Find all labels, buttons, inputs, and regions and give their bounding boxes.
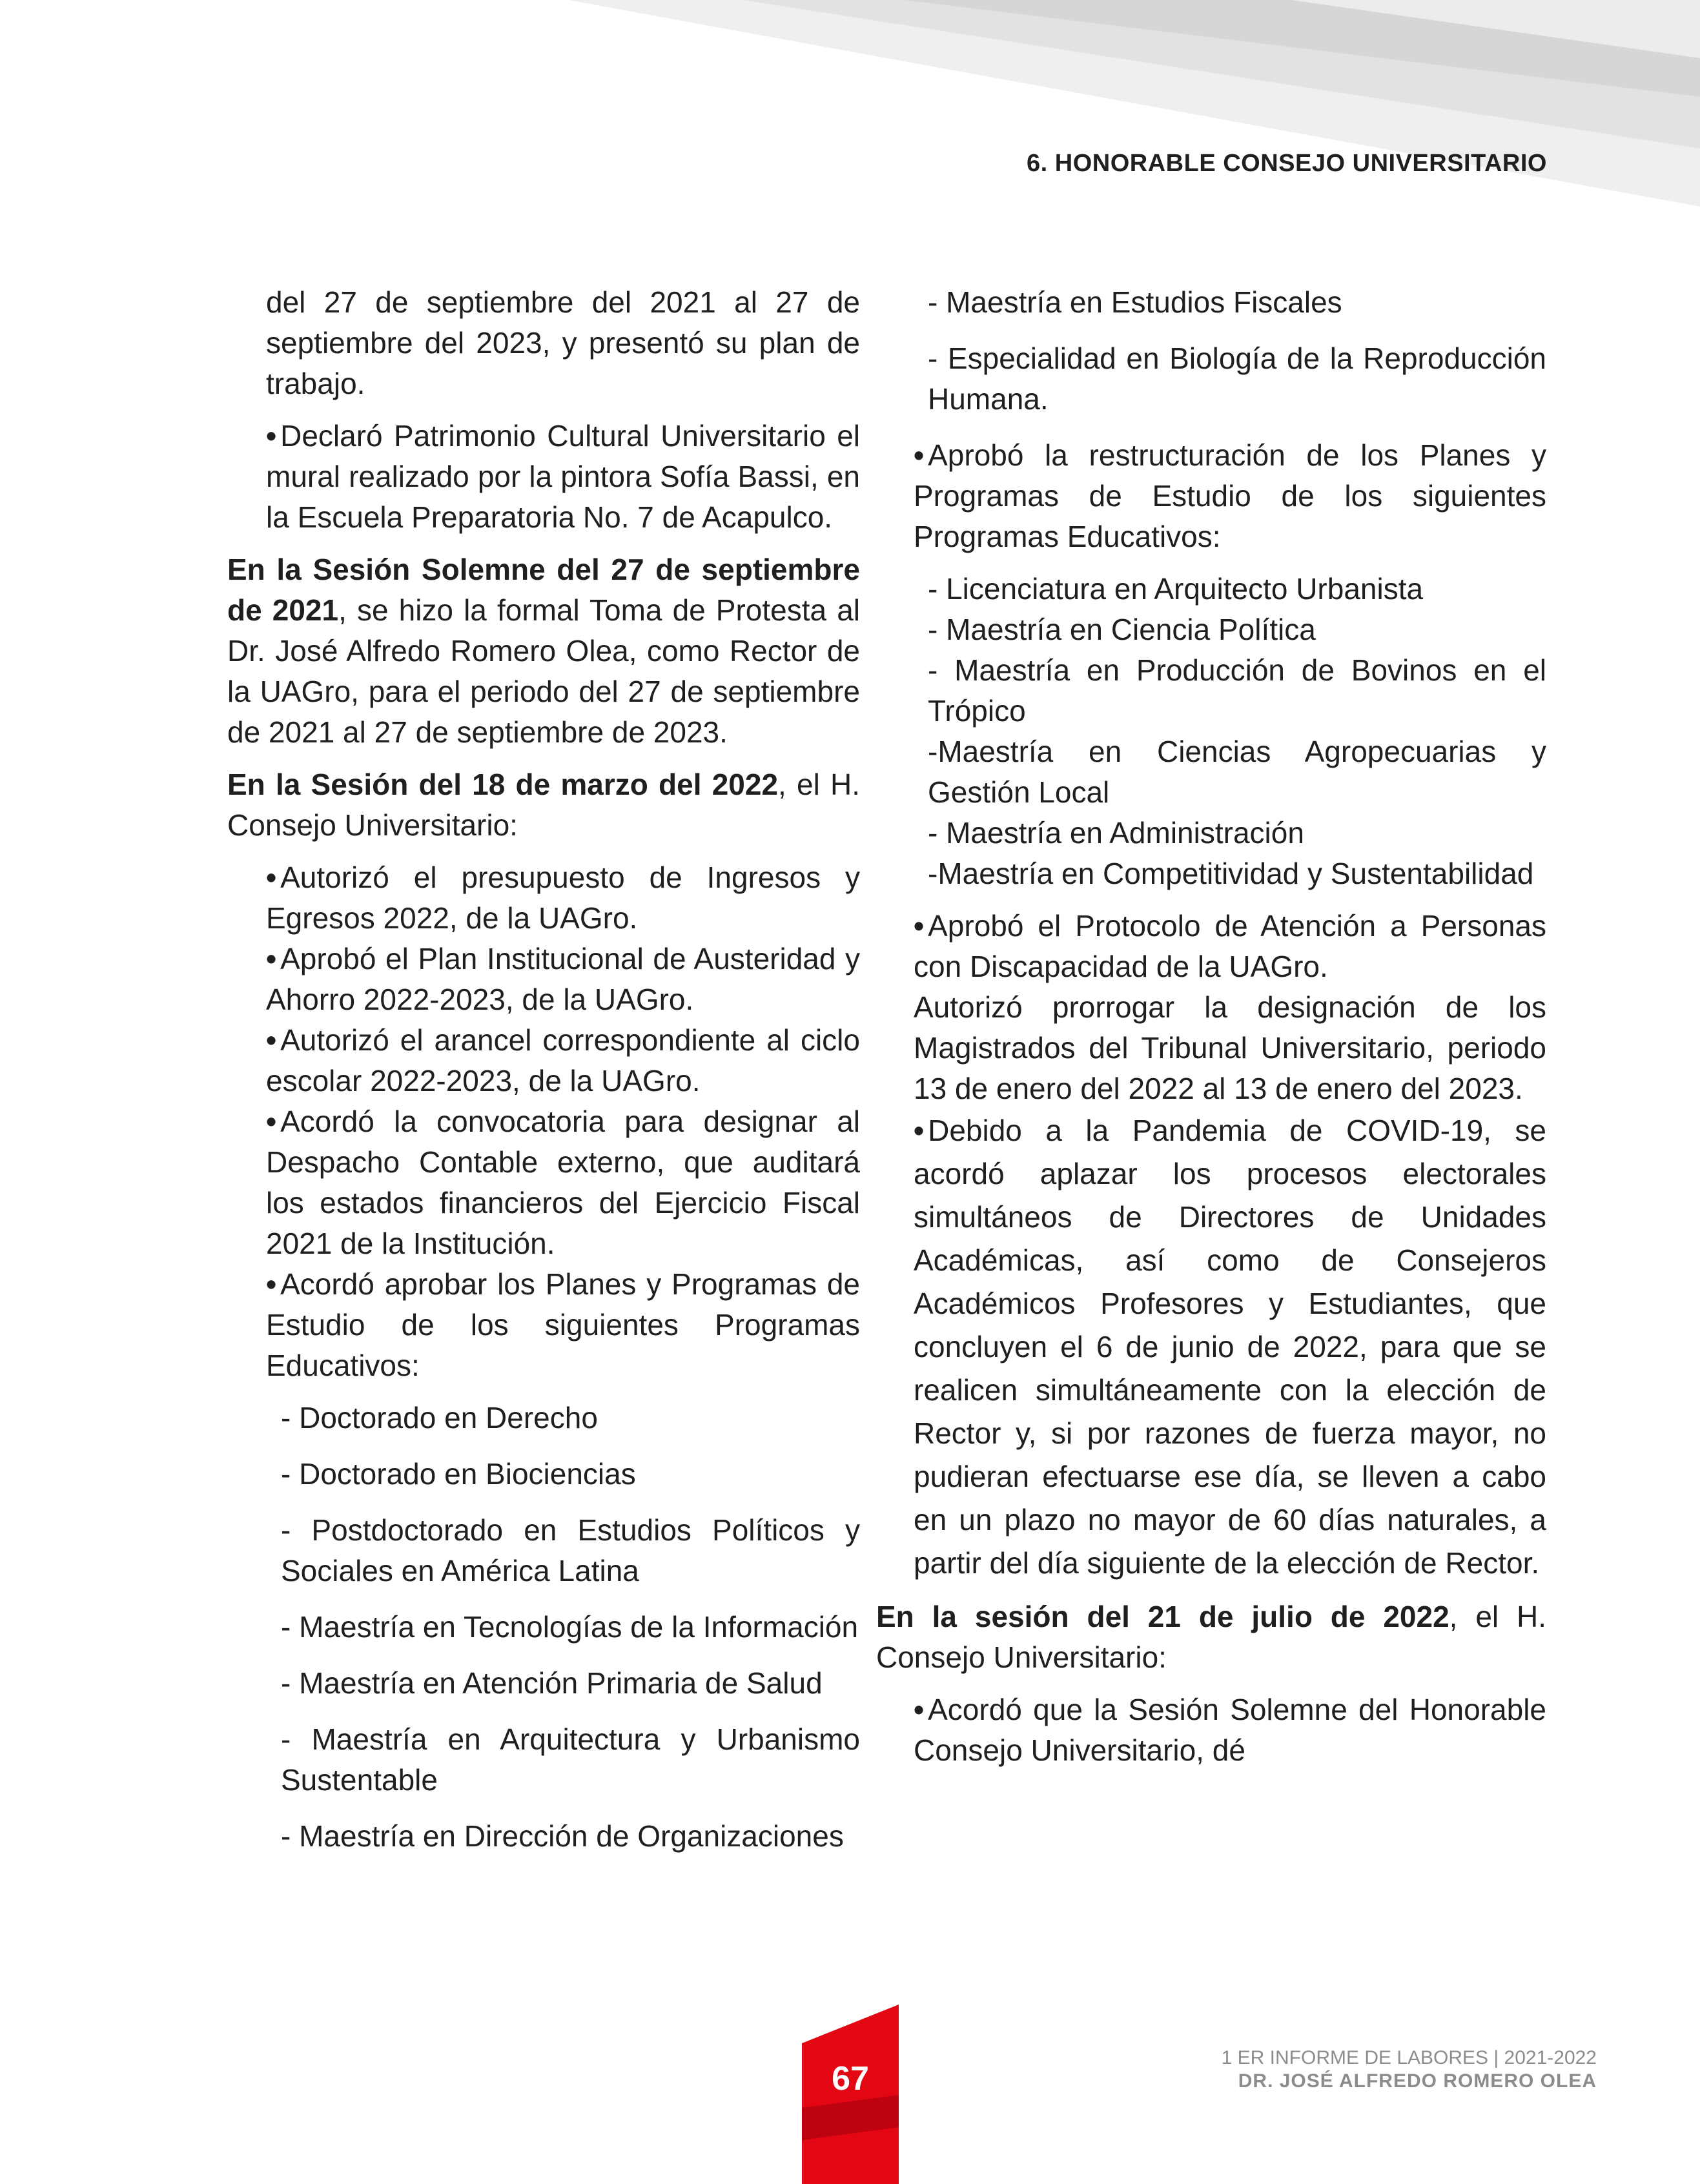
bullet-icon: • bbox=[914, 1693, 925, 1726]
list-item: - Especialidad en Biología de la Reproducción Humana. bbox=[928, 342, 1546, 416]
bullet-item: • Acordó que la Sesión Solemne del Honorable Consejo Universitario, dé bbox=[914, 1693, 1546, 1767]
list-item: -Maestría en Competitividad y Sustentabilidad bbox=[928, 857, 1534, 890]
restructured-list bbox=[914, 569, 1546, 894]
bullet-icon: • bbox=[266, 1105, 277, 1138]
list-item: - Maestría en Administración bbox=[928, 816, 1304, 850]
list-item: - Doctorado en Derecho bbox=[281, 1401, 598, 1434]
extension-paragraph: Autorizó prorrogar la designación de los Magistrados del Tribunal Universitario, periodo 13 de enero del 2022 al 13 de enero del 2023. bbox=[914, 990, 1546, 1105]
left-column bbox=[227, 282, 860, 1872]
report-line: 1 ER INFORME DE LABORES | 2021-2022 bbox=[1221, 2047, 1597, 2068]
list-item: - Maestría en Arquitectura y Urbanismo Sustentable bbox=[281, 1722, 860, 1797]
list-item: - Maestría en Dirección de Organizaciones bbox=[281, 1819, 844, 1853]
session-paragraph: En la sesión del 21 de julio de 2022, el H. Consejo Universitario: bbox=[876, 1600, 1546, 1674]
bullet-item: • Autorizó el arancel correspondiente al ciclo escolar 2022-2023, de la UAGro. bbox=[266, 1023, 860, 1097]
bullet-icon: • bbox=[914, 909, 925, 943]
list-item: - Maestría en Atención Primaria de Salud bbox=[281, 1666, 823, 1700]
author-line: DR. JOSÉ ALFREDO ROMERO OLEA bbox=[1238, 2070, 1597, 2092]
session-paragraph: En la Sesión Solemne del 27 de septiembre de 2021, se hizo la formal Toma de Protesta al Dr. José Alfredo Romero Olea, como Rector de la UAGro, para el periodo del 27 de septiembre de 2021 al 27 de septiembre de 2023. bbox=[227, 553, 860, 749]
list-item: - Licenciatura en Arquitecto Urbanista bbox=[928, 572, 1424, 606]
page-number: 67 bbox=[832, 2060, 869, 2097]
program-list bbox=[227, 1398, 860, 1857]
bullet-item: • Aprobó el Plan Institucional de Austeridad y Ahorro 2022-2023, de la UAGro. bbox=[266, 942, 860, 1016]
bullet-icon: • bbox=[266, 1023, 277, 1057]
bullet-icon: • bbox=[914, 438, 925, 472]
footer-credits bbox=[1222, 2046, 1597, 2093]
bullet-icon: • bbox=[266, 861, 277, 894]
program-list bbox=[914, 282, 1546, 420]
list-item: - Maestría en Tecnologías de la Información bbox=[281, 1610, 859, 1644]
header-decoration bbox=[0, 0, 1700, 232]
bullet-icon: • bbox=[914, 1114, 925, 1147]
bullet-item: • Acordó la convocatoria para designar al Despacho Contable externo, que auditará los estados financieros del Ejercicio Fiscal 2021 de la Institución. bbox=[266, 1105, 860, 1260]
list-item: - Maestría en Ciencia Política bbox=[928, 613, 1316, 646]
bullet-icon: • bbox=[266, 942, 277, 975]
session-paragraph: En la Sesión del 18 de marzo del 2022, el H. Consejo Universitario: bbox=[227, 768, 860, 842]
bullet-item: • Debido a la Pandemia de COVID-19, se acordó aplazar los procesos electorales simultáneos de Directores de Unidades Académicas, así como de Consejeros Académicos Profesores y Estudiantes, que concluyen el 6 de junio de 2022, para que se realicen simultáneamente con la elección de Rector y, si por razones de fuerza mayor, no pudieran efectuarse ese día, se lleven a cabo en un plazo no mayor de 60 días naturales, a partir del día siguiente de la elección de Rector. bbox=[914, 1114, 1546, 1580]
continued-paragraph: del 27 de septiembre del 2021 al 27 de septiembre del 2023, y presentó su plan de trabajo. bbox=[266, 285, 860, 400]
list-item: - Maestría en Estudios Fiscales bbox=[928, 285, 1342, 319]
bullet-item: • Autorizó el presupuesto de Ingresos y Egresos 2022, de la UAGro. bbox=[266, 861, 860, 935]
bullet-item: • Aprobó el Protocolo de Atención a Personas con Discapacidad de la UAGro. bbox=[914, 909, 1546, 983]
list-item: - Postdoctorado en Estudios Políticos y Sociales en América Latina bbox=[281, 1513, 860, 1587]
bullet-icon: • bbox=[266, 1267, 277, 1301]
bullet-icon: • bbox=[266, 419, 277, 453]
bullet-item: • Acordó aprobar los Planes y Programas de Estudio de los siguientes Programas Educativos: bbox=[266, 1267, 860, 1382]
list-item: - Doctorado en Biociencias bbox=[281, 1457, 636, 1491]
list-item: -Maestría en Ciencias Agropecuarias y Gestión Local bbox=[928, 735, 1546, 809]
bullet-item: • Aprobó la restructuración de los Planes y Programas de Estudio de los siguientes Programas Educativos: bbox=[914, 438, 1546, 553]
list-item: - Maestría en Producción de Bovinos en el Trópico bbox=[928, 653, 1546, 728]
bullet-item: • Declaró Patrimonio Cultural Universitario el mural realizado por la pintora Sofía Bassi, en la Escuela Preparatoria No. 7 de Acapulco. bbox=[266, 419, 860, 534]
section-title: 6. HONORABLE CONSEJO UNIVERSITARIO bbox=[1027, 150, 1547, 177]
right-column bbox=[876, 282, 1546, 1782]
